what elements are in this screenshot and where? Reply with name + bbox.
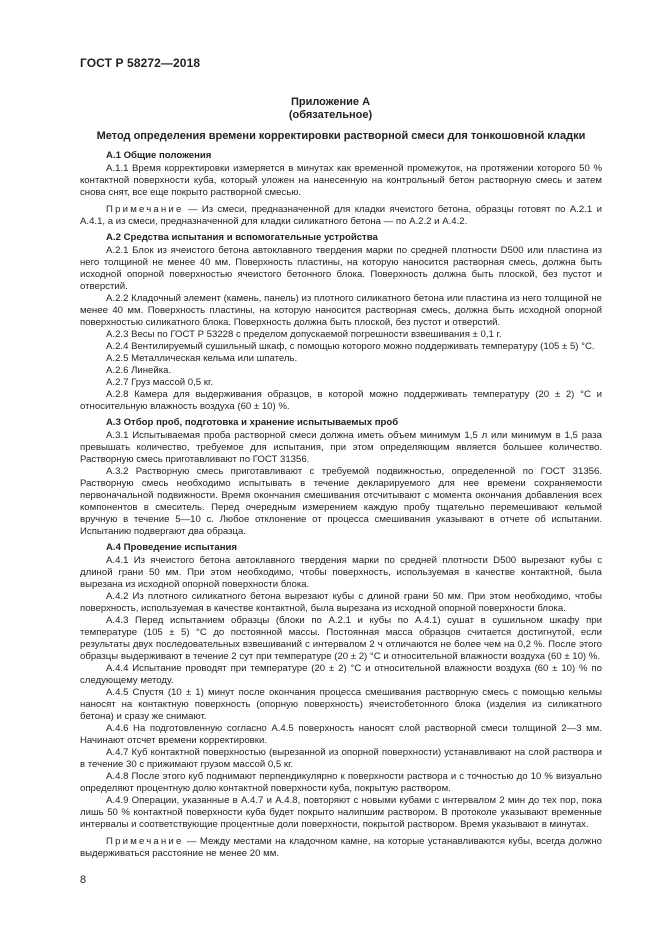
paragraph-a2-5: А.2.5 Металлическая кельма или шпатель. [106, 353, 298, 364]
paragraph-a2-7: А.2.7 Груз массой 0,5 кг. [106, 377, 213, 388]
paragraph-a4-1: А.4.1 Из ячеистого бетона автоклавного твердения марки по средней плотности D500 вырезают кубы с длиной грани 50 мм. При этом необходимо, чтобы поверхность, используемая в качестве контактной, была вырезана из исходной опорной поверхности блока. [80, 555, 602, 590]
section-heading-a4: А.4 Проведение испытания [106, 542, 237, 553]
section-heading-a1: А.1 Общие положения [106, 150, 212, 161]
note-label: Примечание [106, 204, 184, 215]
paragraph-a1-1: А.1.1 Время корректировки измеряется в минутах как временной промежуток, на протяжении которого 50 % контактной поверхности куба, который уложен на нанесенную на контрольный бетон растворную смесь и затем снова снят, все еще покрыто растворной смесью. [80, 163, 602, 198]
paragraph-a4-4: А.4.4 Испытание проводят при температуре (20 ± 2) °С и относительной влажности воздуха (60 ± 10) % по следующему методу. [80, 663, 602, 686]
page-number: 8 [80, 874, 87, 886]
note-label: Примечание [106, 836, 184, 847]
paragraph-a4-3: А.4.3 Перед испытанием образцы (блоки по А.2.1 и кубы по А.4.1) сушат в сушильном шкафу при температуре (105 ± 5) °С до постоянной массы. Постоянная масса образцов считается достигнутой, если результаты двух последовательных взвешиваний с интервалом 2 ч отличаются не более чем на 0,2 %. После этого образцы выдерживают в течение 2 сут при температуре (20 ± 2) °С и относительной влажности воздуха (60 ± 10) %. [80, 615, 602, 662]
paragraph-a2-2: А.2.2 Кладочный элемент (камень, панель) из плотного силикатного бетона или пластина из него толщиной не менее 40 мм. Поверхность пластины, на которую наносится растворная смесь, должна быть исходной опорной поверхностью силикатного блока. Поверхность должна быть плоской, без пустот и отверстий. [80, 293, 602, 328]
appendix-status: (обязательное) [288, 109, 373, 121]
paragraph-a2-4: А.2.4 Вентилируемый сушильный шкаф, с помощью которого можно поддерживать температуру (105 ± 5) °С. [106, 341, 595, 352]
document-body [80, 146, 602, 860]
paragraph-a2-3: А.2.3 Весы по ГОСТ Р 53228 с пределом допускаемой погрешности взвешивания ± 0,1 г. [106, 329, 502, 340]
note-text: — Из смеси, предназначенной для кладки ячеистого бетона, образцы готовят по А.2.1 и А.4.1, а из смеси, предназначенной для кладки силикатного бетона — по А.2.2 и А.4.2. [80, 204, 602, 227]
paragraph-a3-2: А.3.2 Растворную смесь приготавливают с требуемой подвижностью, определенной по ГОСТ 31356. Растворную смесь необходимо испытывать в течение декларируемого для нее времени сохраняемости первоначальной подвижности. Время окончания смешивания отсчитывают с момента окончания добавления всех компонентов в смеситель. Перед очередным измерением каждую пробу тщательно перемешивают кельмой вручную в течение 5—10 с. Любое отклонение от процесса смешивания указывают в отчете об испытании. Испытанию подвергают два образца. [80, 466, 602, 537]
appendix-title: Метод определения времени корректировки растворной смеси для тонкошовной кладки [96, 130, 586, 142]
paragraph-a2-1: А.2.1 Блок из ячеистого бетона автоклавного твердения марки по средней плотности D500 или пластина из него толщиной не менее 40 мм. Поверхность пластины, на которую наносится растворная смесь, должна быть исходной опорной поверхностью ячеистого бетонного блока. Поверхность должна быть плоской, без пустот и отверстий. [80, 245, 602, 292]
paragraph-a4-5: А.4.5 Спустя (10 ± 1) минут после окончания процесса смешивания растворную смесь с помощью кельмы наносят на контактную поверхность (опорную поверхность) ячеистобетонного блока (изделия из силикатного бетона) и сразу же снимают. [80, 687, 602, 722]
paragraph-a4-8: А.4.8 После этого куб поднимают перпендикулярно к поверхности раствора и с точностью до 10 % визуально определяют процентную долю контактной поверхности куба, покрытую раствором. [80, 771, 602, 794]
paragraph-a4-7: А.4.7 Куб контактной поверхностью (вырезанной из опорной поверхности) устанавливают на слой раствора и в течение 30 с прижимают грузом массой 0,5 кг. [80, 747, 602, 770]
paragraph-a4-2: А.4.2 Из плотного силикатного бетона вырезают кубы с длиной грани 50 мм. При этом необходимо, чтобы поверхность, используемая в качестве контактной, была вырезана из исходной опорной поверхности блока. [80, 591, 602, 614]
note-a1 [80, 204, 602, 228]
note-a4 [80, 836, 602, 860]
paragraph-a3-1: А.3.1 Испытываемая проба растворной смеси должна иметь объем минимум 1,5 л или минимум в 1,5 раза превышать количество, требуемое для испытания, при этом определяющим является большее количество. Растворную смесь приготавливают по ГОСТ 31356. [80, 430, 602, 465]
note-text: — Между местами на кладочном камне, на которые устанавливаются кубы, всегда должно выдерживаться расстояние не менее 20 мм. [80, 836, 602, 859]
paragraph-a2-8: А.2.8 Камера для выдерживания образцов, в которой можно поддерживать температуру (20 ± 2) °С и относительную влажность воздуха (60 ± 10) %. [80, 389, 602, 412]
paragraph-a4-6: А.4.6 На подготовленную согласно А.4.5 поверхность наносят слой растворной смеси толщиной 2—3 мм. Начинают отсчет времени корректировки. [80, 723, 602, 746]
paragraph-a4-9: А.4.9 Операции, указанные в А.4.7 и А.4.8, повторяют с новыми кубами с интервалом 2 мин до тех пор, пока лишь 50 % контактной поверхности куба будет покрыто налипшим раствором. В протоколе указывают временные интервалы и соответствующие процентные доли поверхности, покрытой раствором. Время указывают в минутах. [80, 795, 602, 830]
paragraph-a2-6: А.2.6 Линейка. [106, 365, 172, 376]
appendix-label: Приложение А [290, 96, 371, 108]
section-heading-a3: А.3 Отбор проб, подготовка и хранение испытываемых проб [106, 417, 399, 428]
section-heading-a2: А.2 Средства испытания и вспомогательные устройства [106, 232, 378, 243]
standard-header: ГОСТ Р 58272—2018 [80, 56, 201, 70]
